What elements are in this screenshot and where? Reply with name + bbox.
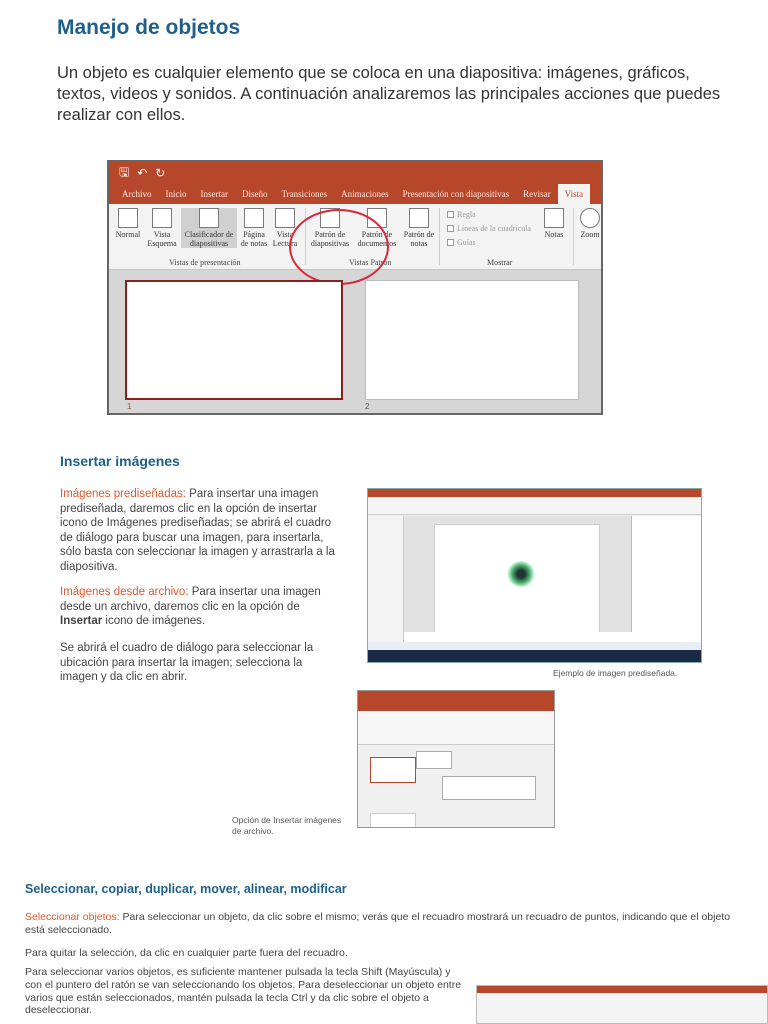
ribbon-tabs: [109, 184, 601, 204]
title-bar: [368, 489, 701, 497]
select-label: Seleccionar objetos:: [25, 911, 120, 923]
clipart-example-screenshot: [367, 488, 702, 663]
ppt-view-screenshot: [107, 160, 603, 415]
notes-button: Notas: [539, 208, 569, 239]
ribbon-separator: [573, 208, 574, 265]
paragraph-deselect: Para quitar la selección, da clic en cualquier parte fuera del recuadro.: [25, 947, 348, 959]
notes-master-icon: [409, 208, 429, 228]
slide-sorter-button: Clasificador de diapositivas: [181, 208, 237, 248]
reading-view-button: Vista Lectura: [271, 208, 299, 248]
slide-thumbnail-1: [125, 280, 343, 400]
tab-diseno: Diseño: [241, 189, 268, 199]
section-heading-insertar: Insertar imágenes: [60, 453, 180, 469]
tab-insertar: Insertar: [200, 189, 228, 199]
tab-archivo: Archivo: [122, 189, 152, 199]
notes-area: [404, 632, 632, 642]
guides-checkbox: Guías: [447, 238, 476, 247]
tab-transiciones: Transiciones: [281, 189, 328, 199]
slide-thumbnail-2: [370, 813, 416, 828]
highlight-circle: [289, 209, 392, 285]
paragraph-select: [25, 911, 745, 937]
paragraph-dialog: Se abrirá el cuadro de diálogo para seleccionar la ubicación para insertar la imagen; selecciona la imagen y da clic en abrir.: [60, 642, 314, 684]
save-icon: 🖫: [119, 164, 130, 179]
select-objects-screenshot: [476, 985, 768, 1024]
insertar-bold: Insertar: [60, 615, 103, 628]
group-label-patron: Vistas Patrón: [349, 258, 392, 267]
paragraph-multi-select: Para seleccionar varios objetos, es suficiente mantener pulsada la tecla Shift (Mayúscula) y con el puntero del ratón se van seleccionando los objetos. Para deseleccionar un objeto entre varios que están seleccionados, mantén pulsada la tecla Ctrl y da clic sobre el objeto a deseleccionar.: [25, 966, 462, 1017]
paragraph-from-file: [60, 585, 342, 629]
ribbon-panel: [358, 711, 554, 745]
undo-icon: ↶: [137, 166, 148, 180]
ribbon-tabs: [358, 702, 554, 711]
from-file-label: Imágenes desde archivo:: [60, 586, 189, 598]
clipart-text: Para insertar una imagen prediseñada, daremos clic en la opción de insertar icono de Imágenes prediseñadas; se abrirá el cuadro de diálogo para buscar una imagen, para insertarla, sólo basta con seleccionar la imagen y arrastrarla a la diapositiva.: [60, 488, 335, 573]
clipart-image: [507, 561, 535, 587]
notes-icon: [544, 208, 564, 228]
handout-master-button: Patrón de documentos: [353, 208, 401, 248]
group-label-vistas: Vistas de presentación: [169, 258, 241, 267]
notes-page-icon: [244, 208, 264, 228]
paragraph-clipart: [60, 487, 342, 575]
taskbar: [368, 650, 701, 662]
gridlines-checkbox: Líneas de la cuadrícula: [447, 224, 531, 233]
normal-view-icon: [118, 208, 138, 228]
outline-view-button: Vista Esquema: [145, 208, 179, 248]
slide-area: [434, 524, 600, 636]
section-heading-seleccionar: Seleccionar, copiar, duplicar, mover, alinear, modificar: [25, 882, 347, 896]
caption-clipart: Ejemplo de imagen prediseñada.: [553, 668, 678, 678]
clipart-pane: [631, 516, 701, 642]
select-text: Para seleccionar un objeto, da clic sobre el mismo; verás que el recuadro mostrará un recuadro de puntos, indicando que el objeto está seleccionado.: [25, 911, 731, 936]
title-bar: [477, 986, 767, 993]
notes-page-button: Página de notas: [239, 208, 269, 248]
slide-thumbnail-2: [365, 280, 579, 400]
normal-view-button: Normal: [113, 208, 143, 239]
insert-image-screenshot: [357, 690, 555, 828]
title-bar: [358, 691, 554, 702]
from-file-text-b: icono de imágenes.: [102, 615, 206, 628]
tab-revisar: Revisar: [523, 189, 551, 199]
redo-icon: ↻: [155, 166, 166, 180]
zoom-icon: [580, 208, 600, 228]
tab-inicio: Inicio: [165, 189, 187, 199]
tab-presentacion: Presentación con diapositivas: [402, 189, 510, 199]
intro-paragraph: Un objeto es cualquier elemento que se coloca en una diapositiva: imágenes, gráficos, textos, videos y sonidos. A continuación analizaremos las principales acciones que puedes realizar con ellos.: [57, 64, 721, 124]
outline-view-icon: [152, 208, 172, 228]
ribbon-separator: [439, 208, 440, 265]
slide-number-2: 2: [365, 402, 370, 411]
slide-number-1: 1: [127, 402, 132, 411]
image-tooltip: [442, 776, 536, 800]
notes-master-button: Patrón de notas: [403, 208, 435, 248]
zoom-button: Zoom: [577, 208, 603, 239]
quick-access-toolbar: [109, 162, 601, 184]
ribbon-panel: [368, 497, 701, 515]
slide-thumbnail-1: [370, 757, 416, 783]
from-file-text-a: Para insertar una imagen desde un archivo, daremos clic en la opción de: [60, 586, 321, 613]
tab-animaciones: Animaciones: [341, 189, 389, 199]
ruler-checkbox: Regla: [447, 210, 476, 219]
slide-canvas: [404, 516, 632, 642]
caption-insert-image: Opción de Insertar imágenes de archivo.: [232, 815, 342, 836]
tab-vista: Vista: [558, 184, 590, 204]
reading-view-icon: [275, 208, 295, 228]
page-title: Manejo de objetos: [57, 16, 241, 39]
slide-sorter-icon: [199, 208, 219, 228]
slide-panel: [368, 516, 404, 642]
image-dropdown-menu: [416, 751, 452, 769]
clipart-label: Imágenes prediseñadas:: [60, 488, 186, 500]
group-label-mostrar: Mostrar: [487, 258, 513, 267]
slide-master-button: Patrón de diapositivas: [309, 208, 351, 248]
